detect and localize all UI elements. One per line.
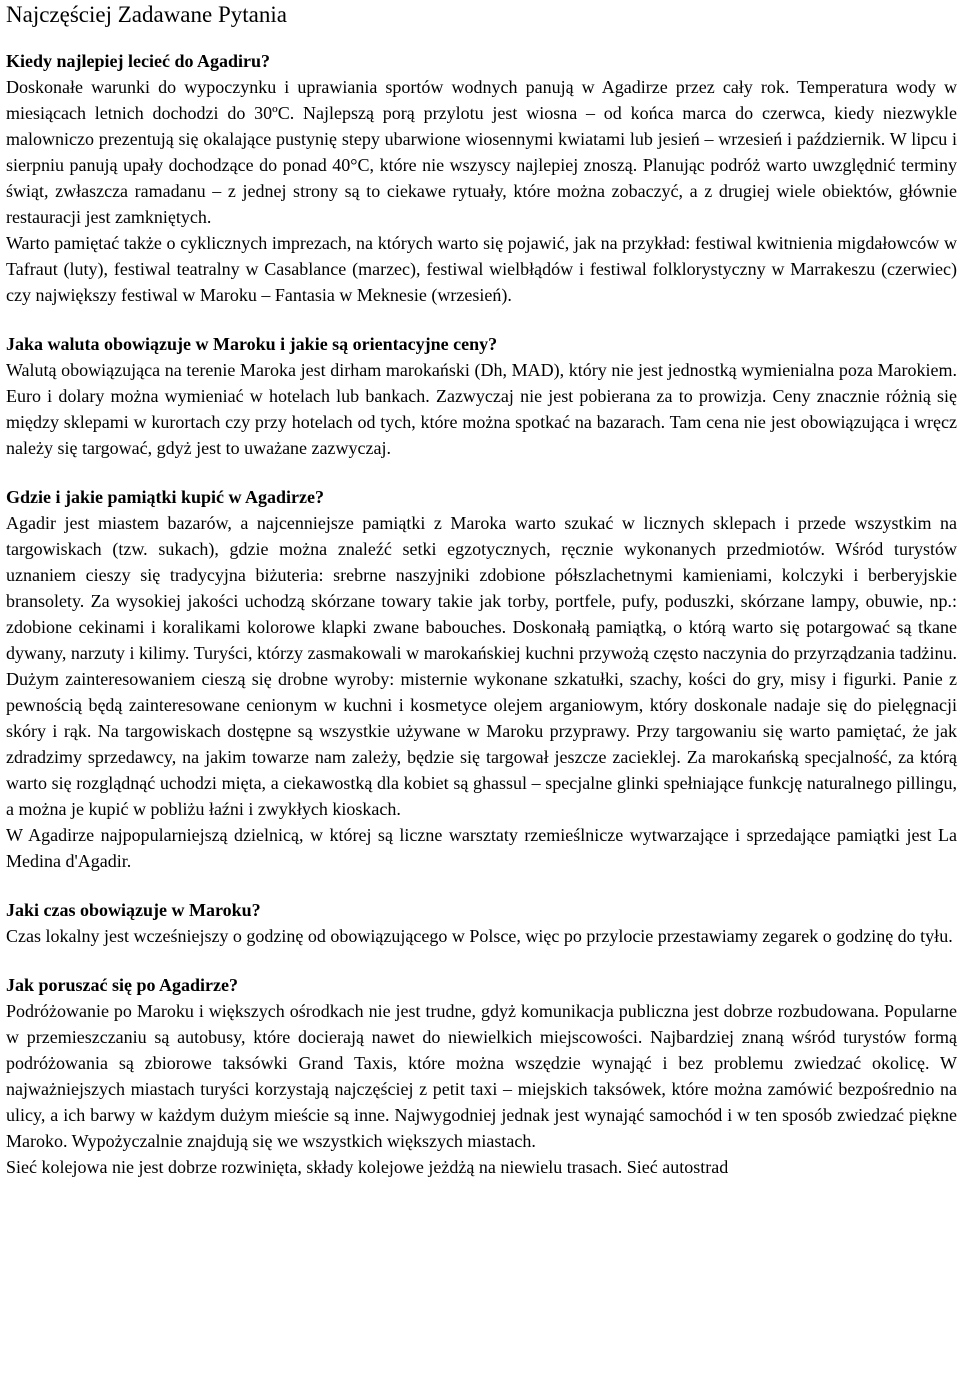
faq-section-transport (6, 972, 957, 1180)
paragraph: Podróżowanie po Maroku i większych ośrodkach nie jest trudne, gdyż komunikacja publiczna jest dobrze rozbudowana. Popularne w przemieszczaniu są autobusy, które docierają nawet do niewielkich miejscowości. Najbardziej znaną wśród turystów formą podróżowania są zbiorowe taksówki Grand Taxis, które można wszędzie wynająć i bez problemu zwiedzać okolicę. W najważniejszych miastach turyści korzystają najczęściej z petit taxi – miejskich taksówek, które można zamówić bezpośrednio na ulicy, a ich barwy w każdym dużym mieście są inne. Najwygodniej jednak jest wynająć samochód i w ten sposób zwiedzać piękne Maroko. Wypożyczalnie znajdują się we wszystkich większych miastach. (6, 1001, 957, 1151)
section-body (6, 923, 957, 949)
page-title: Najczęściej Zadawane Pytania (6, 2, 287, 27)
section-body (6, 74, 957, 308)
section-heading: Jaka waluta obowiązuje w Maroku i jakie są orientacyjne ceny? (6, 334, 498, 354)
paragraph: Walutą obowiązująca na terenie Maroka jest dirham marokański (Dh, MAD), który nie jest jednostką wymienialna poza Marokiem. Euro i dolary można wymieniać w hotelach lub bankach. Zazwyczaj nie jest pobierana za to prowizja. Ceny znacznie różnią się między sklepami w kurortach czy przy hotelach od tych, które można spotkać na bazarach. Tam cena nie jest obowiązująca i wręcz należy się targować, gdyż jest to uważane zazwyczaj. (6, 360, 957, 458)
section-heading: Jaki czas obowiązuje w Maroku? (6, 900, 261, 920)
faq-section-currency (6, 331, 957, 461)
faq-page (6, 0, 957, 1203)
section-body (6, 998, 957, 1180)
section-heading: Jak poruszać się po Agadirze? (6, 975, 238, 995)
faq-section-when-to-fly (6, 48, 957, 308)
faq-section-souvenirs (6, 484, 957, 874)
faq-section-timezone (6, 897, 957, 949)
paragraph: Doskonałe warunki do wypoczynku i uprawiania sportów wodnych panują w Agadirze przez cały rok. Temperatura wody w miesiącach letnich dochodzi do 30ºC. Najlepszą porą przylotu jest wiosna – od końca marca do czerwca, kiedy niezwykle malowniczo prezentują się okalające pustynię stepy ubarwione wiosennymi kwiatami lub jesień – wrzesień i październik. W lipcu i sierpniu panują upały dochodzące do ponad 40°C, które nie wszyscy najlepiej znoszą. Planując podróż warto uwzględnić terminy świąt, zwłaszcza ramadanu – z jednej strony są to ciekawe rytuały, które można zobaczyć, a z drugiej wiele obiektów, głównie restauracji jest zamkniętych. (6, 77, 957, 227)
paragraph: W Agadirze najpopularniejszą dzielnicą, w której są liczne warsztaty rzemieślnicze wytwarzające i sprzedające pamiątki jest La Medina d'Agadir. (6, 825, 957, 871)
paragraph: Czas lokalny jest wcześniejszy o godzinę od obowiązującego w Polsce, więc po przylocie przestawiamy zegarek o godzinę do tyłu. (6, 926, 953, 946)
section-body (6, 357, 957, 461)
section-body (6, 510, 957, 874)
section-heading: Kiedy najlepiej lecieć do Agadiru? (6, 51, 270, 71)
paragraph: Agadir jest miastem bazarów, a najcenniejsze pamiątki z Maroka warto szukać w licznych sklepach i przede wszystkim na targowiskach (tzw. sukach), gdzie można znaleźć setki egzotycznych, ręcznie wykonanych przedmiotów. Wśród turystów uznaniem cieszy się tradycyjna biżuteria: srebrne naszyjniki zdobione półszlachetnymi kamieniami, kolczyki i berberyjskie bransolety. Za wysokiej jakości uchodzą skórzane towary takie jak torby, portfele, pufy, poduszki, skórzane lampy, obuwie, np.: zdobione cekinami i koralikami kolorowe klapki zwane babouches. Doskonałą pamiątką, o którą warto się potargować są tkane dywany, narzuty i kilimy. Turyści, którzy zasmakowali w marokańskiej kuchni przywożą często naczynia do przyrządzania tadżinu. Dużym zainteresowaniem cieszą się drobne wyroby: misternie wykonane szkatułki, szachy, kości do gry, misy i figurki. Panie z pewnością będą zainteresowane cenionym w kuchni i kosmetyce olejem arganiowym, który doskonale nadaje się do pielęgnacji skóry i rąk. Na targowiskach dostępne są wszystkie używane w Maroku przyprawy. Przy targowaniu się warto pamiętać, że jak zdradzimy sprzedawcy, na jakim towarze nam zależy, będzie się targował jeszcze zacieklej. Za marokańską specjalność, za którą warto się rozglądnąć uchodzi mięta, a ciekawostką dla kobiet są ghassul – specjalne glinki spełniające funkcję naturalnego pillingu, a można je kupić w pobliżu łaźni i zwykłych kioskach. (6, 513, 957, 819)
paragraph-truncated: Sieć kolejowa nie jest dobrze rozwinięta, składy kolejowe jeżdżą na niewielu trasach. Sieć autostrad (6, 1157, 729, 1177)
paragraph: Warto pamiętać także o cyklicznych imprezach, na których warto się pojawić, jak na przykład: festiwal kwitnienia migdałowców w Tafraut (luty), festiwal teatralny w Casablance (marzec), festiwal wielbłądów i festiwal folklorystyczny w Marrakeszu (czerwiec) czy największy festiwal w Maroku – Fantasia w Meknesie (wrzesień). (6, 233, 957, 305)
section-heading: Gdzie i jakie pamiątki kupić w Agadirze? (6, 487, 325, 507)
